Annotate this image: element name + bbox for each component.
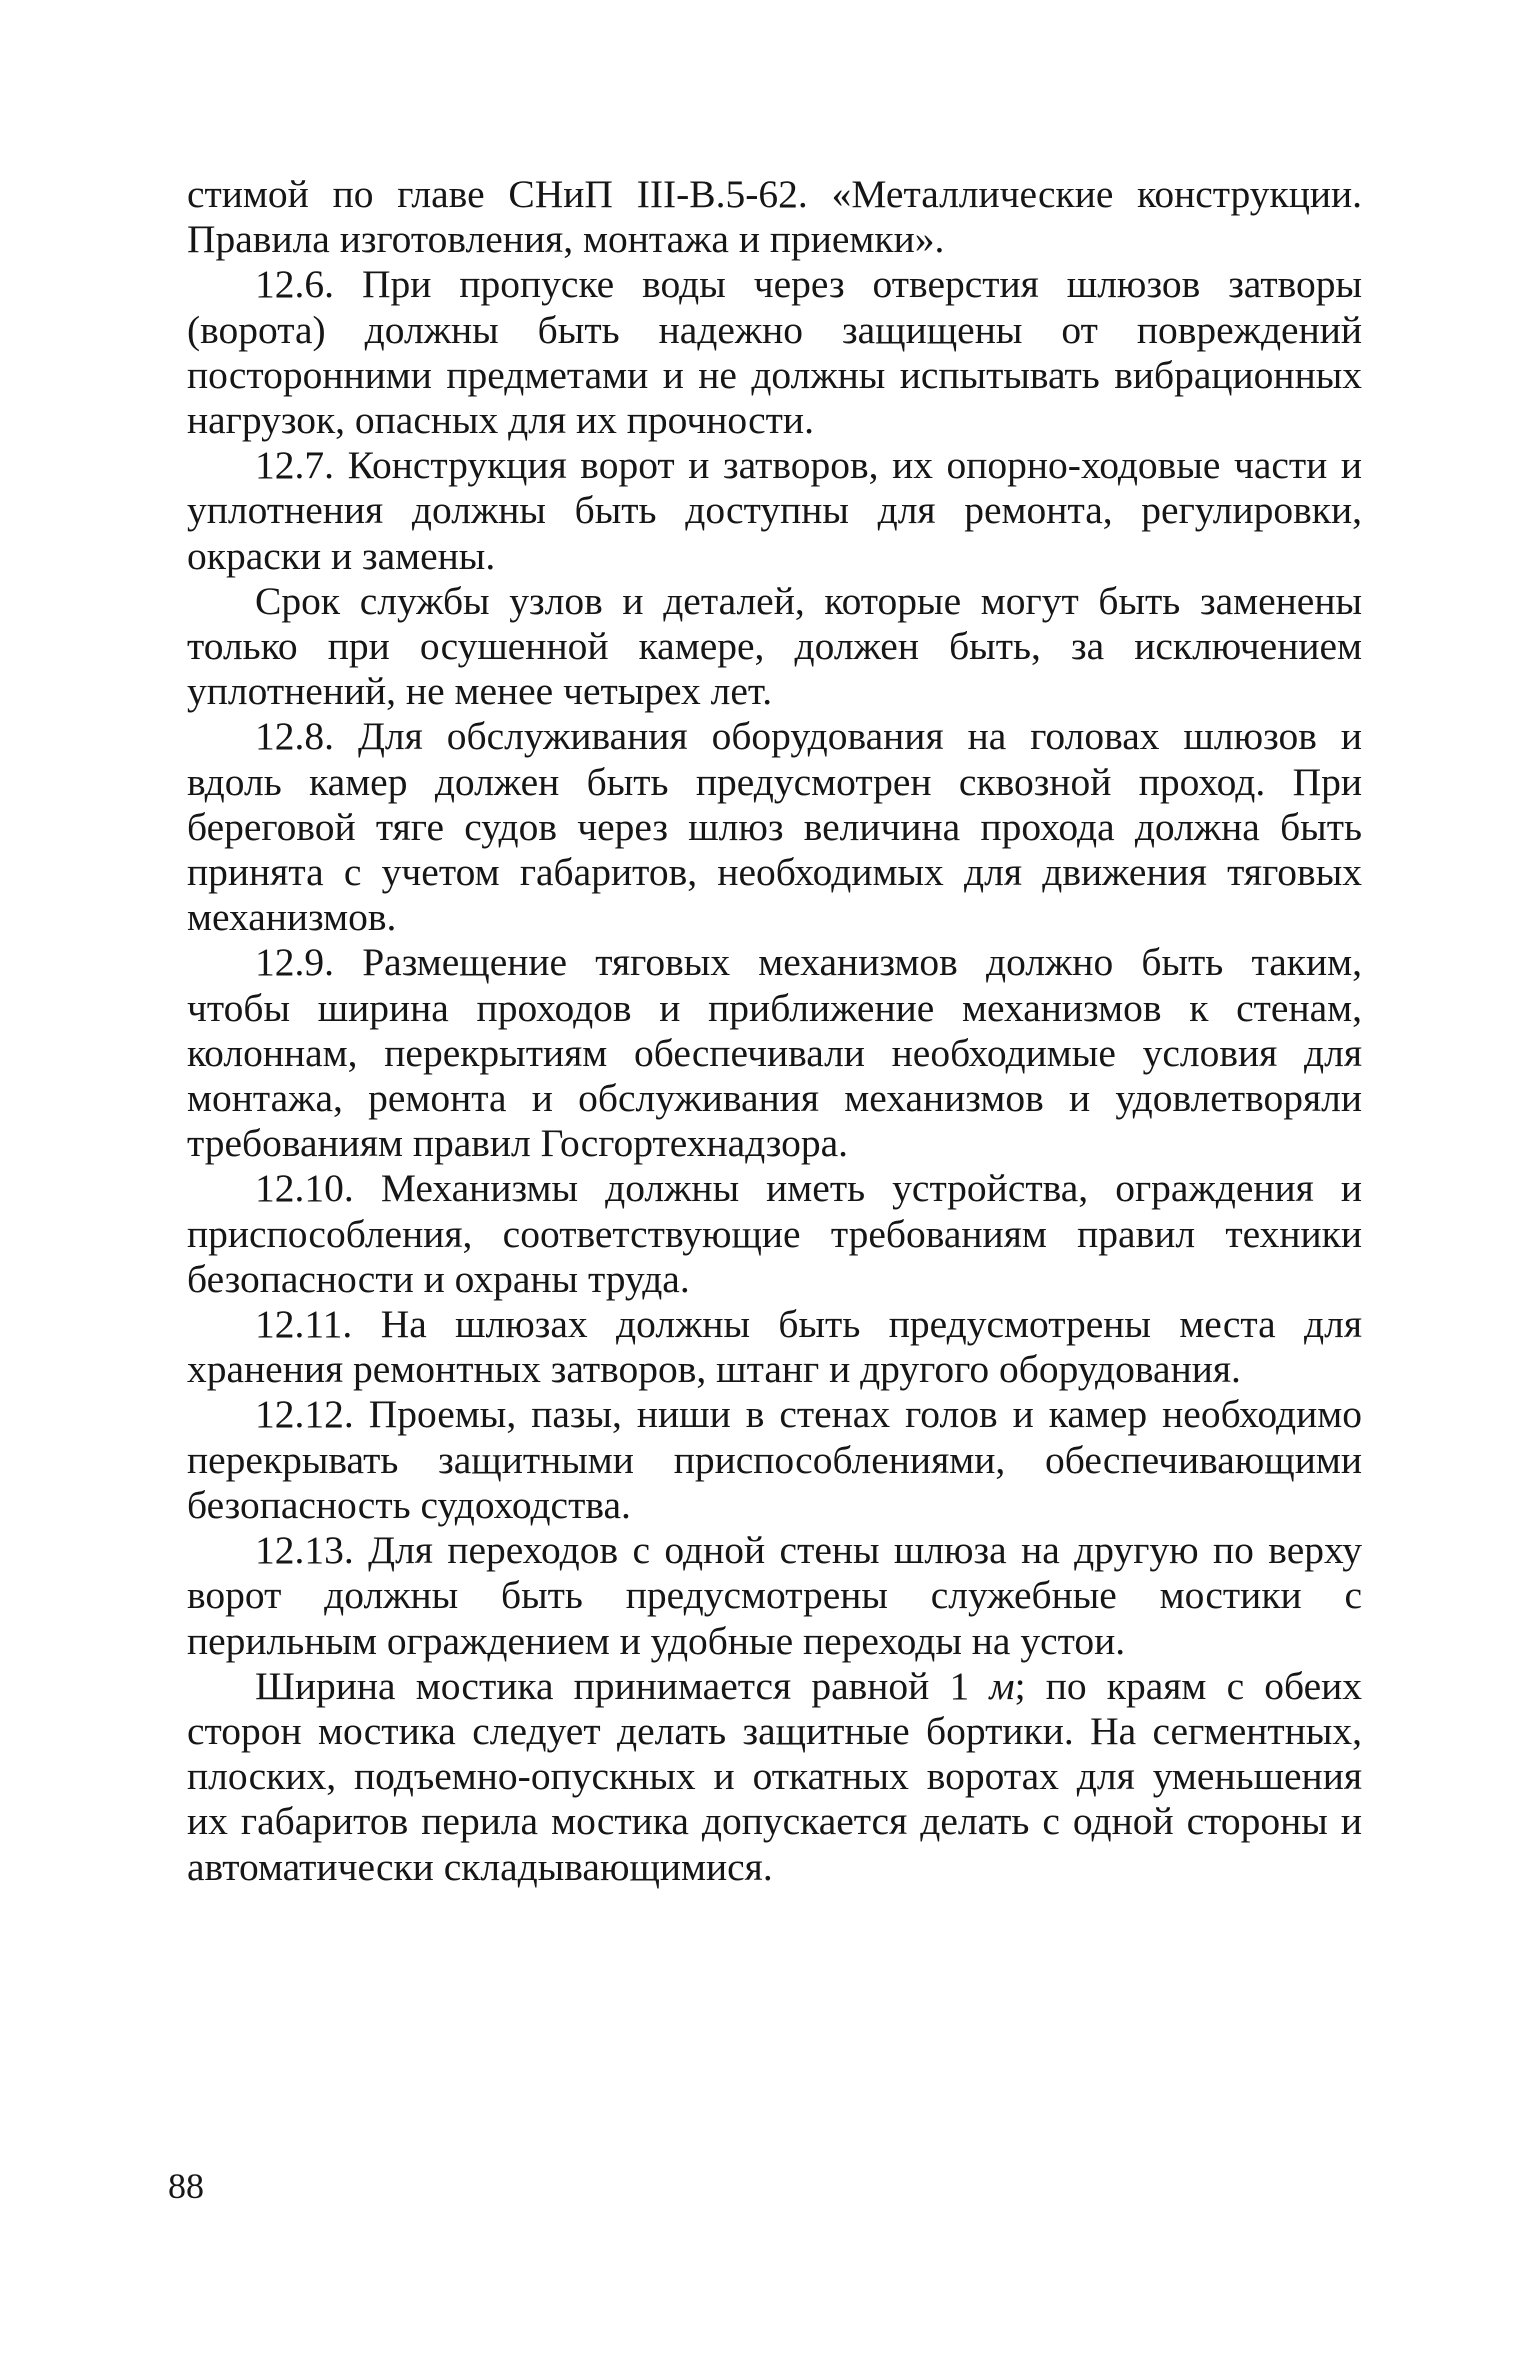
page-number: 88 (168, 2166, 204, 2206)
paragraph-text: На шлюзах должны быть предусмотрены места для хранения ремонтных затворов, штанг и другого оборудования. (187, 1302, 1362, 1392)
paragraph-text: стимой по главе СНиП III-В.5-62. «Металлические конструкции. Правила изготовления, монтажа и приемки». (187, 172, 1362, 262)
paragraph-number: 12.6. (255, 262, 334, 307)
paragraph-12-13 (187, 1528, 1362, 1664)
paragraph-bridge-width (187, 1664, 1362, 1890)
paragraph-number: 12.7. (255, 443, 334, 488)
paragraph-service-life (187, 579, 1362, 715)
paragraph-text-after: ; по краям с обеих сторон мостика следует делать защитные бортики. На сегментных, плоских, подъемно-опускных и откатных воротах для уменьшения их габаритов перила мостика допускается делать с одной стороны и автоматически складывающимися. (187, 1663, 1362, 1889)
paragraph (187, 172, 1362, 262)
paragraph-text: Для обслуживания оборудования на головах шлюзов и вдоль камер должен быть предусмотрен сквозной проход. При береговой тяге судов через шлюз величина прохода должна быть принята с учетом габаритов, необходимых для движения тяговых механизмов. (187, 714, 1363, 940)
paragraph-number: 12.13. (255, 1528, 354, 1573)
page-body (187, 172, 1362, 1890)
paragraph-text: Срок службы узлов и деталей, которые могут быть заменены только при осушенной камере, должен быть, за исключением уплотнений, не менее четырех лет. (187, 578, 1362, 714)
paragraph-number: 12.10. (255, 1166, 354, 1211)
paragraph-12-6 (187, 262, 1362, 443)
paragraph-12-7 (187, 443, 1362, 579)
paragraph-text: Проемы, пазы, ниши в стенах голов и камер необходимо перекрывать защитными приспособлениями, обеспечивающими безопасность судоходства. (187, 1392, 1363, 1527)
paragraph-number: 12.9. (255, 940, 334, 985)
paragraph-12-10 (187, 1166, 1362, 1302)
paragraph-number: 12.8. (255, 714, 334, 759)
paragraph-text-before: Ширина мостика принимается равной 1 (255, 1663, 990, 1708)
paragraph-text: Размещение тяговых механизмов должно быть таким, чтобы ширина проходов и приближение механизмов к стенам, колоннам, перекрытиям обеспечивали необходимые условия для монтажа, ремонта и обслуживания механизмов и удовлетворяли требованиям правил Госгортехнадзора. (187, 940, 1362, 1166)
paragraph-text: Для переходов с одной стены шлюза на другую по верху ворот должны быть предусмотрены служебные мостики с перильным ограждением и удобные переходы на устои. (187, 1528, 1363, 1663)
paragraph-number: 12.11. (255, 1302, 353, 1347)
paragraph-number: 12.12. (255, 1392, 354, 1437)
paragraph-text: Механизмы должны иметь устройства, ограждения и приспособления, соответствующие требованиям правил техники безопасности и охраны труда. (187, 1166, 1362, 1301)
paragraph-12-8 (187, 714, 1362, 940)
paragraph-12-11 (187, 1302, 1362, 1392)
unit-label: м (989, 1663, 1015, 1708)
paragraph-text: Конструкция ворот и затворов, их опорно-ходовые части и уплотнения должны быть доступны для ремонта, регулировки, окраски и замены. (187, 443, 1363, 578)
paragraph-text: При пропуске воды через отверстия шлюзов затворы (ворота) должны быть надежно защищены от повреждений посторонними предметами и не должны испытывать вибрационных нагрузок, опасных для их прочности. (187, 262, 1362, 443)
paragraph-12-9 (187, 940, 1362, 1166)
paragraph-12-12 (187, 1392, 1362, 1528)
